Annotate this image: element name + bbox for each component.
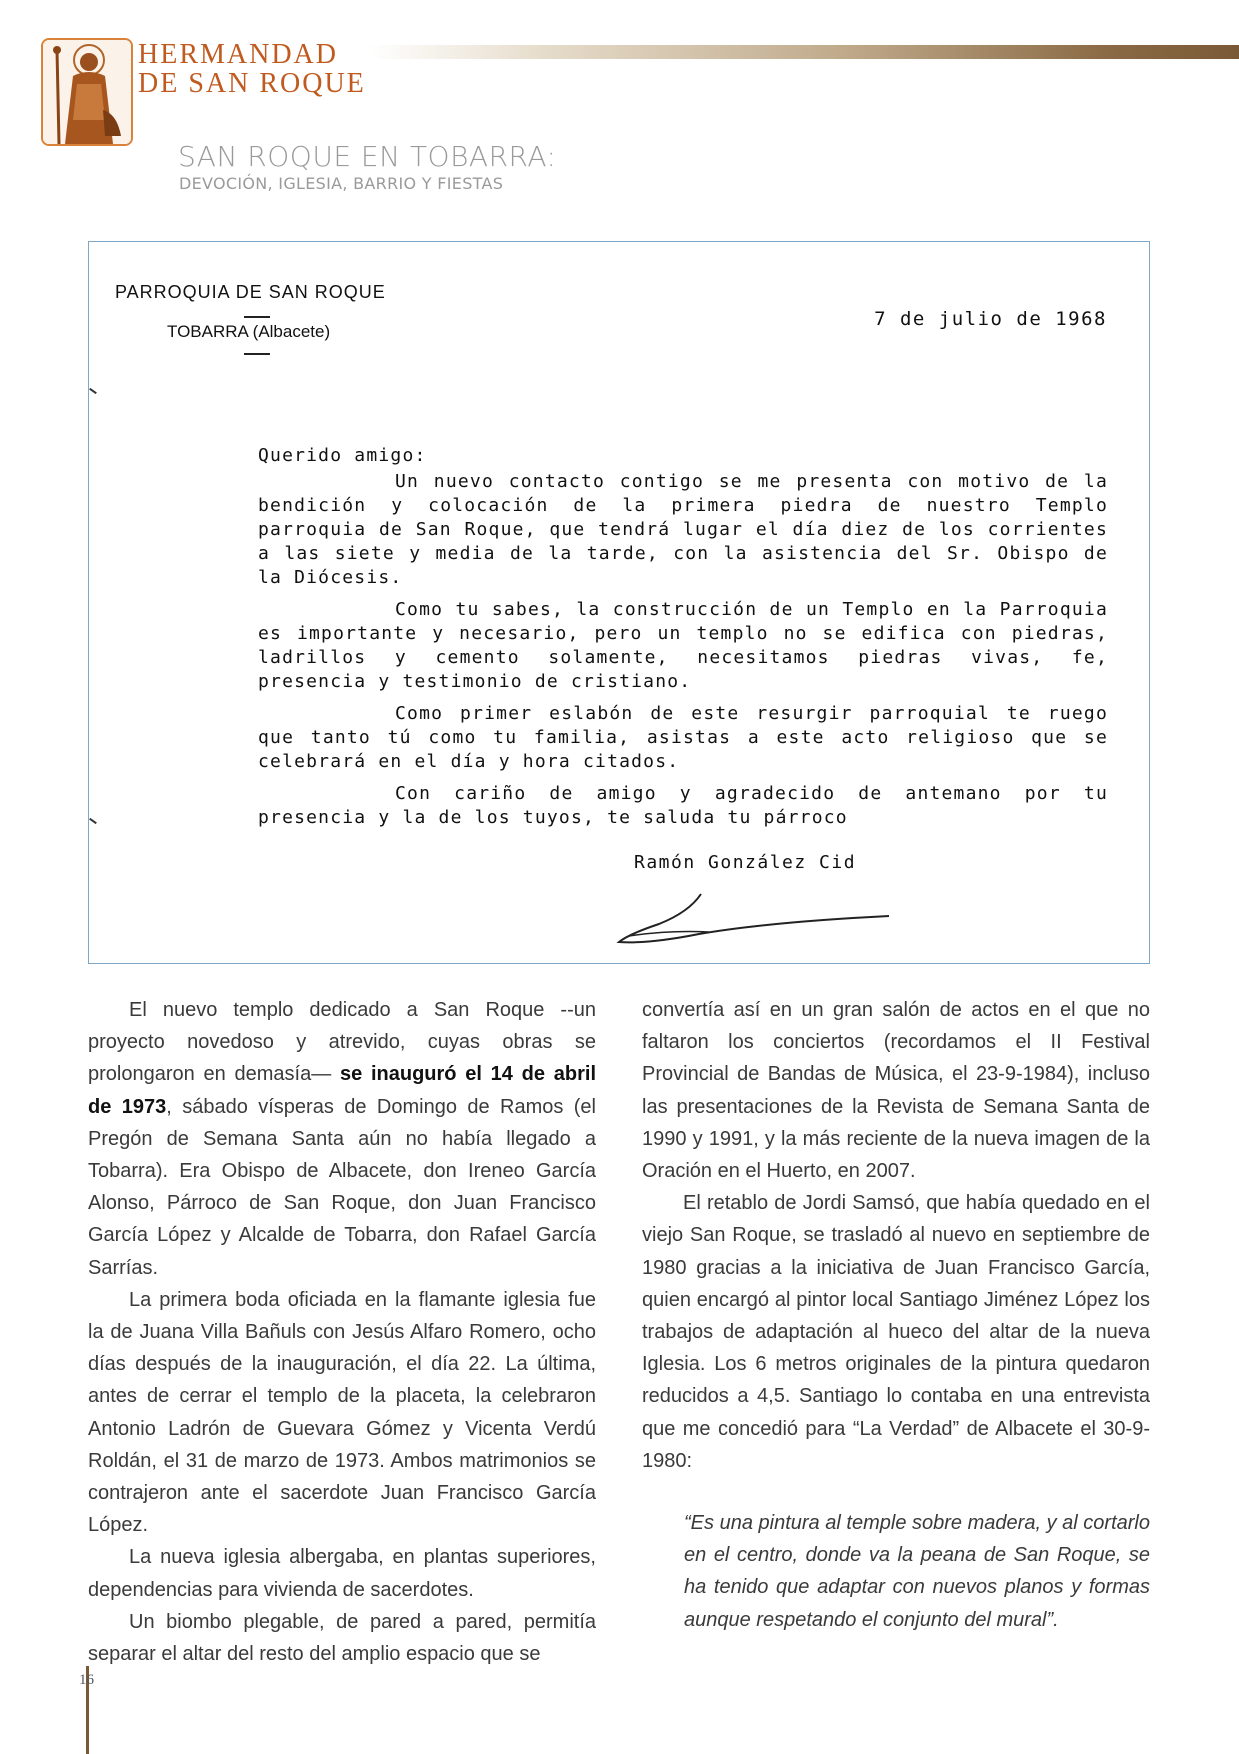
article-column-right — [642, 994, 1150, 1636]
brand-title — [138, 40, 366, 98]
header-gradient-bar — [370, 45, 1239, 59]
brand-line-1: HERMANDAD — [138, 39, 338, 70]
handwritten-signature — [589, 872, 909, 952]
article-paragraph: convertía así en un gran salón de actos en el que no faltaron los conciertos (recordamos el II Festival Provincial de Bandas de Música, el 23-9-1984), incluso las presentaciones de la Revista de Semana Santa de 1990 y 1991, y la más reciente de la nueva imagen de la Oración en el Huerto, en 2007. — [642, 999, 1150, 1183]
scan-mark — [89, 818, 97, 824]
letter-signer: Ramón González Cid — [634, 852, 857, 873]
logo — [41, 38, 133, 146]
letter-paragraph: Un nuevo contacto contigo se me presenta con motivo de la bendición y colocación de la primera piedra de nuestro Templo parroquia de San Roque, que tendrá lugar el día diez de los corrientes a las siete y media de la tarde, con la asistencia del Sr. Obispo de la Diócesis. — [258, 471, 1108, 588]
letterhead-tobarra: TOBARRA (Albacete) — [167, 322, 331, 341]
paragraph-text: , sábado vísperas de Domingo de Ramos (el Pregón de Semana Santa aún no había llegado a Tobarra). Era Obispo de Albacete, don Ireneo García Alonso, Párroco de San Roque, don Juan Francisco García López y Alcalde de Tobarra, don Rafael García Sarrías. — [88, 1095, 596, 1279]
saint-figure-icon — [43, 40, 131, 144]
page-number: 16 — [79, 1672, 94, 1688]
article-paragraph — [88, 994, 596, 1284]
letter-body — [258, 444, 1108, 838]
article-paragraph: La nueva iglesia albergaba, en plantas superiores, dependencias para vivienda de sacerdotes. — [88, 1546, 596, 1601]
letter-paragraph: Con cariño de amigo y agradecido de antemano por tu presencia y la de los tuyos, te saluda tu párroco — [258, 783, 1108, 828]
article-paragraph: La primera boda oficiada en la flamante iglesia fue la de Juana Villa Bañuls con Jesús Alfaro Romero, ocho días después de la inauguración, el día 22. La última, antes de cerrar el templo de la placeta, la celebraron Antonio Ladrón de Guevara Gómez y Vicenta Verdú Roldán, el 31 de marzo de 1973. Ambos matrimonios se contrajeron ante el sacerdote Juan Francisco García López. — [88, 1288, 596, 1537]
letterhead-parroquia: PARROQUIA DE SAN ROQUE — [115, 282, 386, 302]
scan-mark — [89, 388, 97, 394]
article-paragraph: Un biombo plegable, de pared a pared, permitía separar el altar del resto del amplio espacio que se — [88, 1610, 596, 1666]
paragraph-text: El nuevo templo dedicado a San Roque --un proyecto novedoso y atrevido, cuyas obras se prolongaron en demasía— — [88, 999, 596, 1086]
inauguration-date-highlight: se inauguró el 14 de abril de 1973 — [88, 1063, 596, 1118]
article-quote: “Es una pintura al temple sobre madera, y al cortarlo en el centro, donde va la peana de San Roque, se ha tenido que adaptar con nuevos planos y formas aunque respetando el conjunto del mural”. — [684, 1512, 1150, 1631]
letter-date: 7 de julio de 1968 — [874, 308, 1107, 330]
article-paragraph: El retablo de Jordi Samsó, que había quedado en el viejo San Roque, se trasladó al nuevo en septiembre de 1980 gracias a la iniciativa de Juan Francisco García, quien encargó al pintor local Santiago Jiménez López los trabajos de adaptación al hueco del altar de la nueva Iglesia. Los 6 metros originales de la pintura quedaron reducidos a 4,5. Santiago lo contaba en una entrevista que me concedió para “La Verdad” de Albacete el 30-9-1980: — [642, 1192, 1150, 1472]
article-column-left — [88, 994, 596, 1670]
letter-paragraph: Como tu sabes, la construcción de un Templo en la Parroquia es importante y necesario, pero un templo no se edifica con piedras, ladrillos y cemento solamente, necesitamos piedras vivas, fe, presencia y testimonio de cristiano. — [258, 599, 1108, 692]
section-title: SAN ROQUE EN TOBARRA: — [178, 140, 557, 173]
letter-facsimile — [88, 241, 1150, 964]
letterhead-divider — [244, 353, 270, 355]
section-subtitle: DEVOCIÓN, IGLESIA, BARRIO Y FIESTAS — [179, 174, 504, 193]
letterhead-divider — [244, 316, 270, 318]
letter-paragraph: Como primer eslabón de este resurgir parroquial te ruego que tanto tú como tu familia, asistas a este acto religioso que se celebrará en el día y hora citados. — [258, 703, 1108, 772]
letter-greeting: Querido amigo: — [258, 445, 427, 466]
brand-line-2: DE SAN ROQUE — [138, 68, 366, 99]
